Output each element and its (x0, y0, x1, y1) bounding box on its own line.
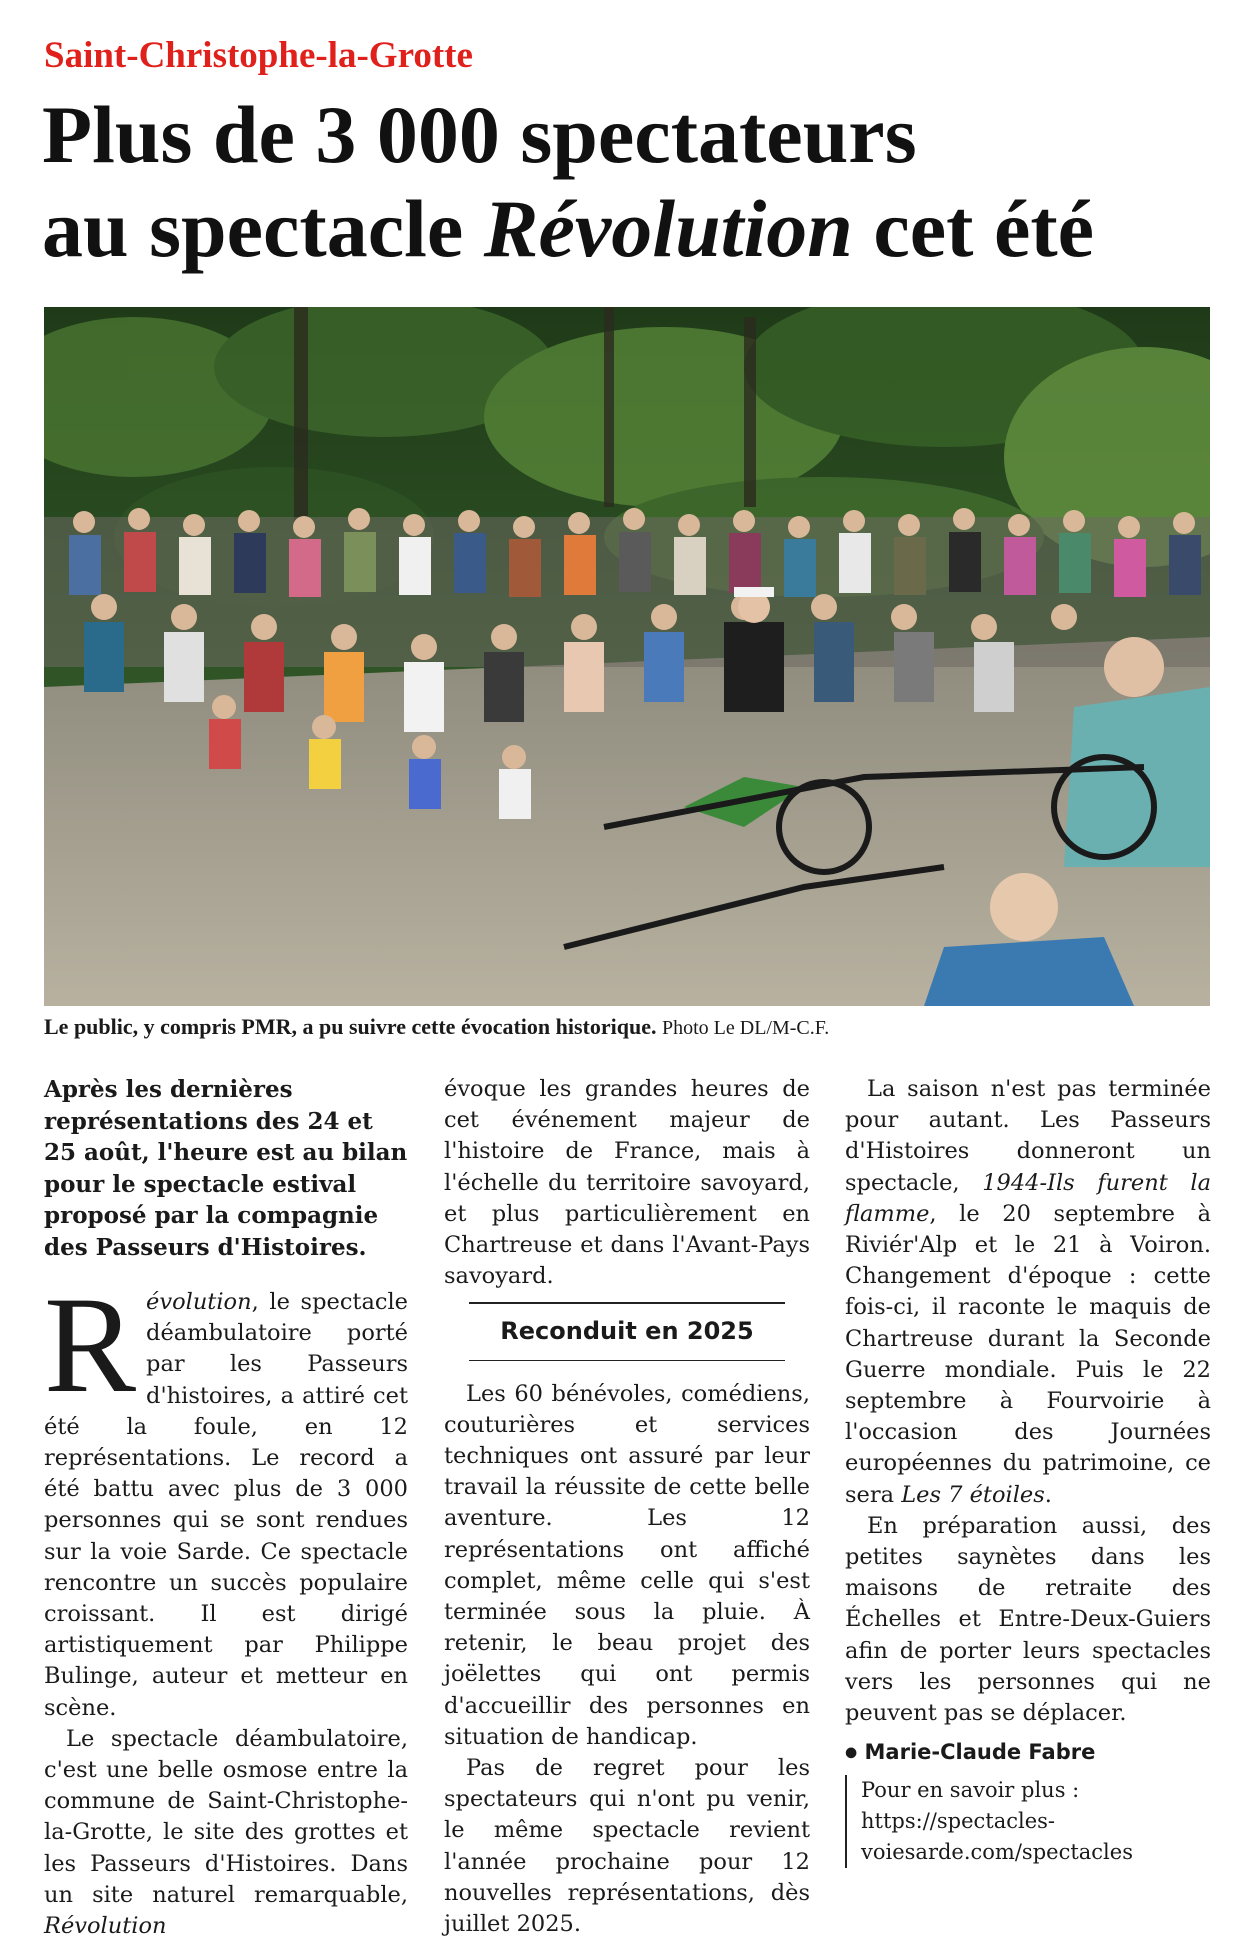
section-kicker: Saint-Christophe-la-Grotte (44, 35, 473, 76)
paragraph-2-continued: évoque les grandes heures de cet événement majeur de l'histoire de France, mais à l'échelle du territoire savoyard, et plus particulièrement en Chartreuse et dans l'Avant-Pays savoyard. (444, 1076, 810, 1290)
headline-line2-post: cet été (852, 183, 1095, 274)
paragraph-6: En préparation aussi, des petites saynètes dans les maisons de retraite des Échelles et Entre-Deux-Guiers afin de porter leurs spectacles vers les personnes qui ne peuvent pas se déplacer. (845, 1512, 1211, 1727)
p1-text: , le spectacle déambulatoire porté par les Passeurs d'histoires, a attiré cet été la foule, en 12 représentations. Le record a été battu avec plus de 3 000 personnes qui se sont rendues sur la voie Sarde. Ce spectacle rencontre un succès populaire croissant. Il est dirigé artistiquement par Philippe Bulinge, auteur et metteur en scène. (44, 1289, 408, 1721)
headline-line2-pre: au spectacle (42, 183, 484, 274)
paragraph-3: Les 60 bénévoles, comédiens, couturières et services techniques ont assuré par leur travail la réussite de cette belle aventure. Les 12 représentations ont affiché complet, même celle qui s'est terminée sous la pluie. À retenir, le beau projet des joëlettes qui ont permis d'accueillir des personnes en situation de handicap. (444, 1380, 810, 1750)
column-3 (845, 1074, 1211, 1868)
paragraph-2 (44, 1724, 408, 1942)
column-1 (44, 1074, 408, 1942)
p5-pre: La saison n'est pas terminée pour autant. Les Passeurs d'Histoires donneront un spectacle, (845, 1076, 1211, 1196)
audience-bodies-back (69, 532, 1201, 597)
paragraph-5 (845, 1074, 1211, 1511)
caption-text: Le public, y compris PMR, a pu suivre cette évocation historique. (44, 1014, 657, 1039)
p5-italic-title-2: Les 7 étoiles (901, 1481, 1045, 1508)
bullet-icon: ● (845, 1744, 858, 1761)
author-name: Marie-Claude Fabre (864, 1740, 1096, 1765)
author-byline (845, 1737, 1211, 1769)
column-2 (444, 1074, 810, 1940)
p5-post: . (1044, 1481, 1052, 1508)
more-info-box: Pour en savoir plus : https://spectacles-voiesarde.com/spectacles (845, 1775, 1211, 1868)
headline (42, 88, 1222, 276)
p1-italic: évolution (146, 1289, 252, 1315)
p2-italic: Révolution (44, 1913, 167, 1940)
headline-italic-title: Révolution (483, 183, 853, 274)
subheading: Reconduit en 2025 (469, 1302, 785, 1360)
drop-cap: R (44, 1268, 137, 1421)
headline-line1: Plus de 3 000 spectateurs (42, 89, 917, 180)
p5-mid: , le 20 septembre à Riviér'Alp et le 21 à Voiron. Changement d'époque : cette fois-ci, il raconte le maquis de Chartreuse durant la Seconde Guerre mondiale. Puis le 22 septembre à Fourvoirie à l'occasion des Journées européennes du patrimoine, ce sera (845, 1200, 1211, 1508)
p2-pre: Le spectacle déambulatoire, c'est une belle osmose entre la commune de Saint-Christophe-la-Grotte, le site des grottes et les Passeurs d'Histoires. Dans un site naturel remarquable, (44, 1725, 408, 1908)
paragraph-4: Pas de regret pour les spectateurs qui n'ont pu venir, le même spectacle revient l'année prochaine pour 12 nouvelles représentations, dès juillet 2025. (444, 1755, 810, 1938)
article-lead: Après les dernières représentations des 24 et 25 août, l'heure est au bilan pour le spectacle estival proposé par la compagnie des Passeurs d'Histoires. (44, 1076, 408, 1261)
paragraph-1 (44, 1268, 408, 1724)
photo-credit: Photo Le DL/M-C.F. (662, 1017, 830, 1039)
article-photo (44, 307, 1210, 1006)
photo-caption (44, 1014, 1214, 1040)
p5-italic-title-1: 1944-Ils furent la flamme (845, 1169, 1211, 1227)
